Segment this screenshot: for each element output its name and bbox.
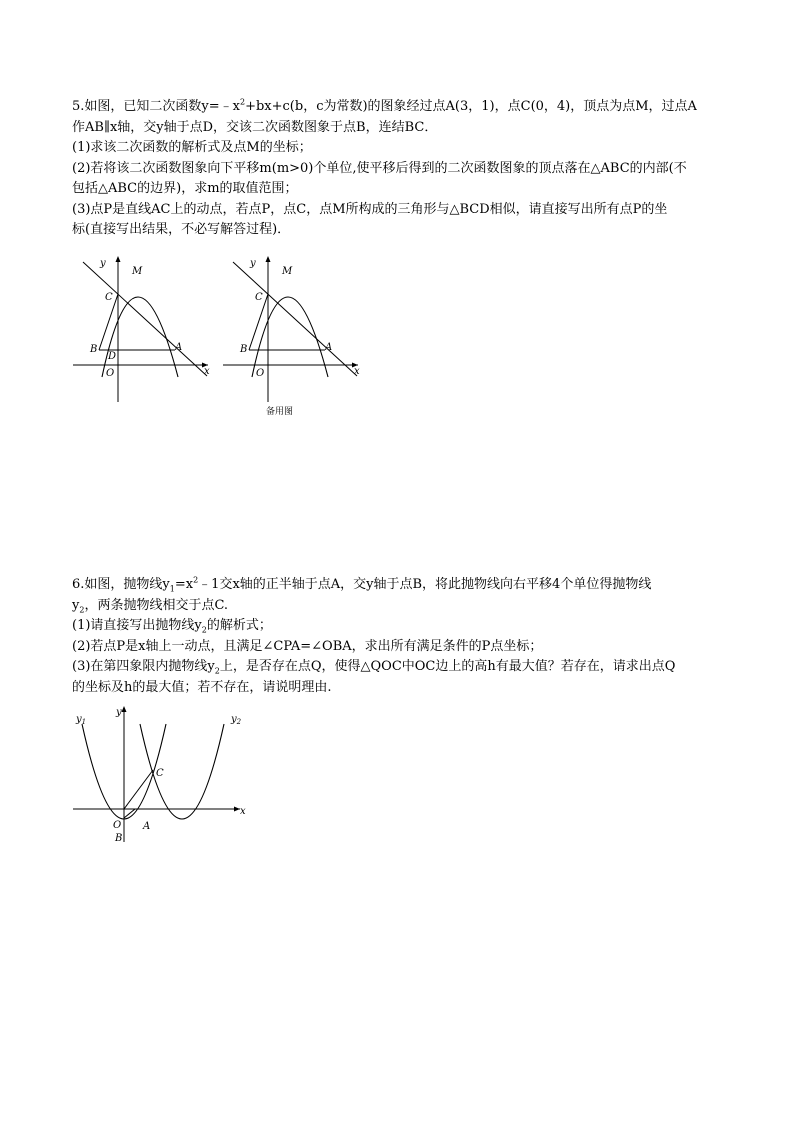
label-y: y [250,258,256,269]
y-axis-arrow [122,706,127,712]
label-m: M [282,266,293,277]
segment-oc [124,770,153,809]
problem-6 [72,575,732,698]
label-x: x [204,366,210,377]
subscript: 2 [79,605,85,615]
text-run: ，两条抛物线相交于点C. [84,597,229,613]
problem-5-part-2: (2)若将该二次函数图象向下平移m(m>0)个单位,使平移后得到的二次函数图象的顶点落在△ABC的内部(不 [72,160,687,176]
parabola-y2 [140,724,224,819]
problem-5-part-3-cont: 标(直接写出结果，不必写解答过程)． [72,222,291,237]
problem-5-spare-figure [218,252,368,422]
text-run: (1)请直接写出抛物线y [72,618,202,633]
label-c: C [156,768,164,779]
problem-5-part-3: (3)点P是直线AC上的动点，若点P，点C，点M所构成的三角形与△BCD相似，请直接写出所有点P的坐 [72,201,668,217]
superscript: 2 [193,575,199,585]
problem-6-part-3 [72,657,732,678]
problem-5-part-2-cont: 包括△ABC的边界)，求m的取值范围； [72,181,298,196]
label-b: B [90,344,98,355]
label-o: O [113,820,122,831]
problem-6-part-1 [72,616,732,637]
label-d: D [108,351,117,362]
problem-6-part-2: (2)若点P是x轴上一动点，且满足∠CPA=∠OBA，求出所有满足条件的P点坐标； [72,638,543,654]
label-a: A [325,342,333,353]
problem-5-part-1: (1)求该二次函数的解析式及点M的坐标； [72,140,312,155]
superscript: 2 [239,97,246,107]
label-b: B [240,344,248,355]
label-a: A [143,821,151,832]
text-run: (3)在第四象限内抛物线y [72,659,215,674]
text-run: 6.如图，抛物线y [72,577,170,592]
label-y: y [116,707,122,718]
text-run: 的解析式； [206,618,272,633]
label-y: y [100,258,106,269]
label-b: B [115,833,123,844]
problem-6-part-3-cont: 的坐标及h的最大值；若不存在，请说明理由. [72,679,332,695]
label-c: C [255,292,263,303]
problem-5-line-2: 作AB∥x轴，交y轴于点D，交该二次函数图象于点B，连结BC． [72,119,438,135]
segment-ba [124,809,135,818]
label-y1: $y_1$ [76,714,87,726]
line-ac [233,262,357,376]
label-m: M [132,266,143,277]
label-a: A [175,342,183,353]
problem-5 [72,97,732,241]
text-run: 5.如图，已知二次函数y=﹣x [72,99,240,114]
problem-5-line-1 [72,97,732,118]
label-c: C [105,292,113,303]
figure-caption: 备用图 [266,407,294,417]
subscript: 1 [169,584,175,594]
problem-6-figure [68,702,248,850]
text-run: +bx+c(b，c为常数)的图象经过点A(3，1)，点C(0，4)，顶点为点M，过点A [245,99,697,114]
label-x: x [354,366,360,377]
line-ac [83,262,207,376]
text-run: y [72,597,80,613]
subscript: 2 [214,666,220,676]
problem-5-figure [68,252,218,412]
subscript: 2 [201,625,207,635]
label-x: x [240,806,246,817]
problem-6-line-1 [72,575,732,596]
y-axis-arrow [266,256,271,262]
y-axis-arrow [116,256,121,262]
text-run: =x [174,577,194,592]
label-y2: $y_2$ [231,714,242,726]
problem-6-line-2 [72,596,732,617]
text-run: 上，是否存在点Q，使得△QOC中OC边上的高h有最大值？若存在，请求出点Q [219,659,676,674]
text-run: ﹣1交x轴的正半轴于点A，交y轴于点B，将此抛物线向右平移4个单位得抛物线 [198,577,652,592]
label-o: O [106,368,115,379]
label-o: O [256,368,265,379]
